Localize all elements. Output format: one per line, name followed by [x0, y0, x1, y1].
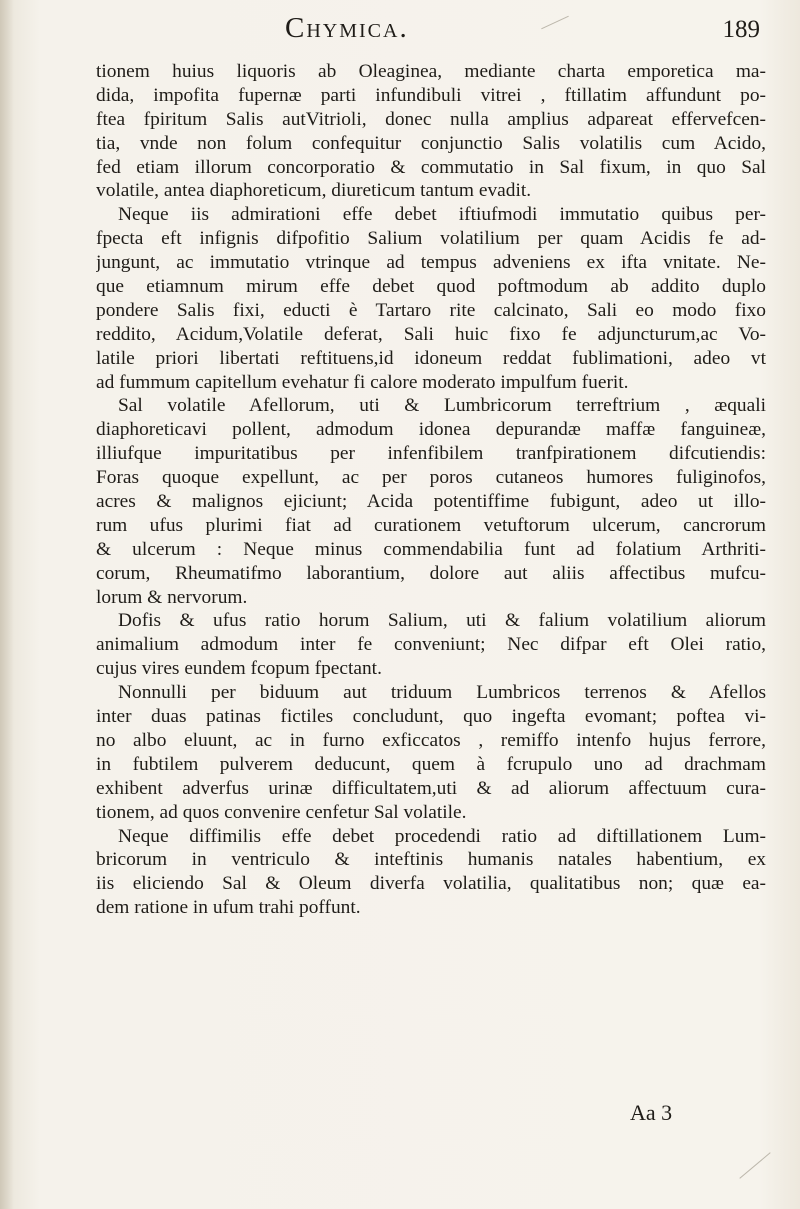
- text-line: volatile, antea diaphoreticum, diureticum tantum evadit.: [96, 180, 532, 202]
- text-line: Dofis & ufus ratio horum Salium, uti & falium volatilium aliorum: [118, 610, 766, 632]
- text-line: no albo eluunt, ac in furno exficcatos , remiffo intenfo hujus ferrore,: [96, 729, 766, 751]
- text-line: acres & malignos ejiciunt; Acida potentiffime fubigunt, adeo ut illo-: [96, 491, 766, 513]
- text-line: tionem, ad quos convenire cenfetur Sal volatile.: [96, 801, 467, 823]
- text-line: bricorum in ventriculo & inteftinis humanis natales habentium, ex: [96, 849, 766, 871]
- signature-mark: Aa 3: [630, 1100, 673, 1125]
- text-line: & ulcerum : Neque minus commendabilia funt ad folatium Arthriti-: [96, 538, 766, 560]
- text-line: corum, Rheumatifmo laborantium, dolore aut aliis affectibus mufcu-: [96, 562, 766, 584]
- text-line: dem ratione in ufum trahi poffunt.: [96, 897, 361, 919]
- text-line: cujus vires eundem fcopum fpectant.: [96, 658, 382, 680]
- text-line: animalium admodum inter fe conveniunt; Nec difpar eft Olei ratio,: [96, 634, 766, 656]
- page-header: [90, 12, 760, 52]
- text-line: fpecta eft infignis difpofitio Salium volatilium per quam Acidis fe ad-: [96, 228, 766, 250]
- text-line: dida, impofita fupernæ parti infundibuli vitrei , ftillatim affundunt po-: [96, 84, 766, 106]
- binding-shadow: [0, 0, 14, 1209]
- text-line: in fubtilem pulverem deducunt, quem à fcrupulo uno ad drachmam: [96, 753, 766, 775]
- text-line: rum ufus plurimi fiat ad curationem vetuftorum ulcerum, cancrorum: [96, 514, 766, 536]
- text-line: Neque diffimilis effe debet procedendi ratio ad diftillationem Lum-: [118, 825, 766, 847]
- text-line: tionem huius liquoris ab Oleaginea, mediante charta emporetica ma-: [96, 61, 766, 82]
- text-line: iis eliciendo Sal & Oleum diverfa volatilia, qualitatibus non; quæ ea-: [96, 873, 766, 895]
- text-line: Sal volatile Afellorum, uti & Lumbricorum terreftrium , æquali: [118, 395, 766, 417]
- text-line: diaphoreticavi pollent, admodum idonea depurandæ maffæ fanguineæ,: [96, 419, 766, 441]
- text-line: tia, vnde non folum confequitur conjunctio Salis volatilis cum Acido,: [96, 132, 766, 154]
- text-line: latile priori libertati reftituens,id idoneum reddat fublimationi, adeo vt: [96, 347, 766, 369]
- text-line: Nonnulli per biduum aut triduum Lumbricos terrenos & Afellos: [118, 682, 766, 704]
- text-line: Foras quoque expellunt, ac per poros cutaneos humores fuliginofos,: [96, 467, 766, 489]
- text-line: ftea fpiritum Salis autVitrioli, donec nulla amplius adpareat effervefcen-: [96, 108, 766, 130]
- text-line: inter duas patinas fictiles concludunt, quo ingefta evomant; poftea vi-: [96, 706, 766, 728]
- running-title: Chymica.: [285, 12, 409, 44]
- page-number: 189: [722, 16, 760, 43]
- text-line: reddito, Acidum,Volatile deferat, Sali huic fixo fe adjuncturum,ac Vo-: [96, 323, 766, 345]
- body-text: [96, 60, 766, 920]
- text-line: lorum & nervorum.: [96, 586, 248, 608]
- text-line: ad fummum capitellum evehatur fi calore moderato impulfum fuerit.: [96, 371, 629, 393]
- text-line: exhibent adverfus urinæ difficultatem,uti & ad aliorum affectuum cura-: [96, 777, 766, 799]
- text-line: Neque iis admirationi effe debet iftiufmodi immutatio quibus per-: [118, 204, 766, 226]
- text-line: fed etiam illorum concorporatio & commutatio in Sal fixum, in quo Sal: [96, 156, 766, 178]
- text-line: pondere Salis fixi, educti è Tartaro rite calcinato, Sali eo modo fixo: [96, 299, 766, 321]
- text-line: que etiamnum mirum effe debet quod poftmodum ab addito duplo: [96, 276, 766, 298]
- text-line: jungunt, ac immutatio vtrinque ad tempus adveniens ex ifta vnitate. Ne-: [96, 252, 766, 274]
- stray-pen-mark: [739, 1152, 770, 1178]
- text-line: illiufque impuritatibus per infenfibilem tranfpirationem difcutiendis:: [96, 443, 766, 465]
